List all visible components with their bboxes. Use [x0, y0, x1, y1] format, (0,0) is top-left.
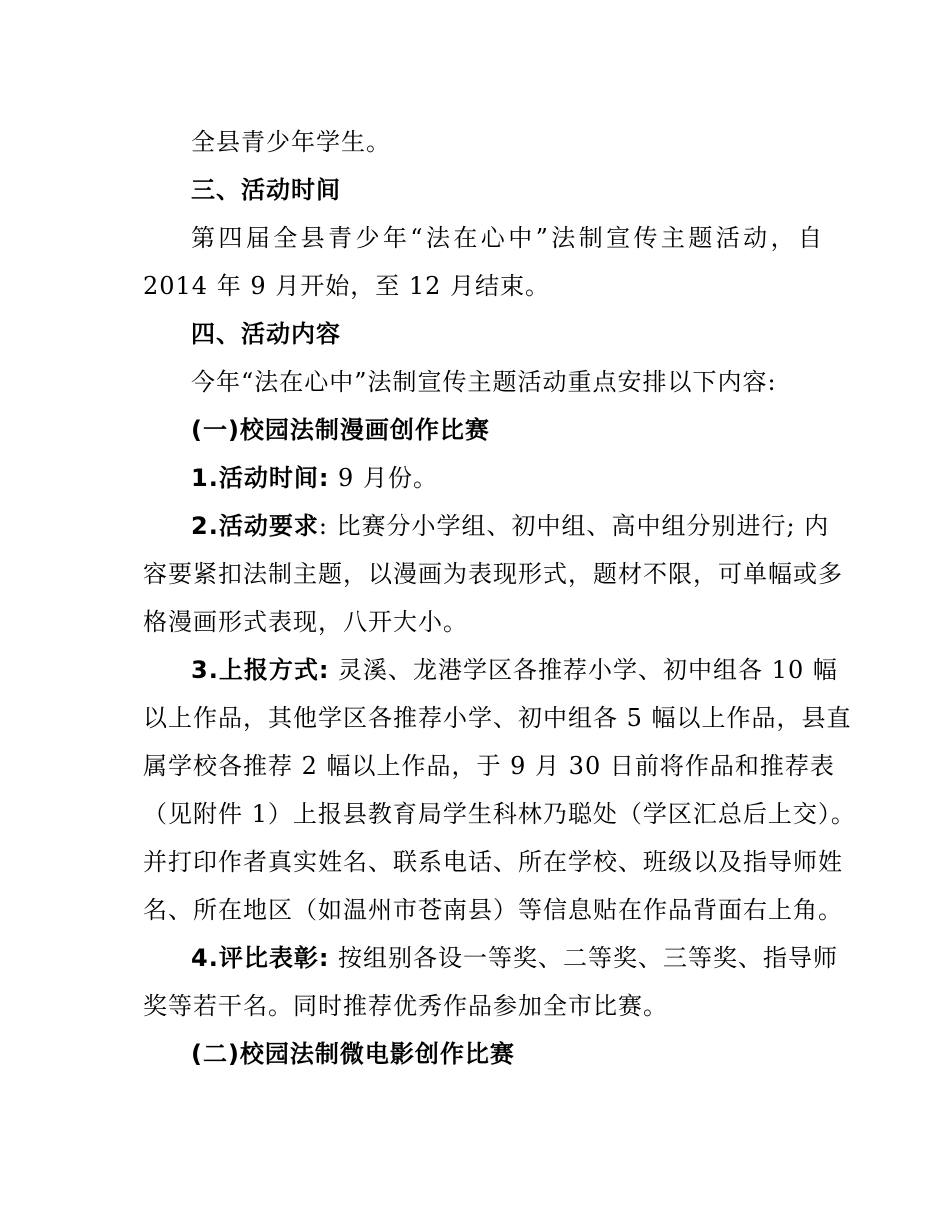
subsection-heading-1: (一)校园法制漫画创作比赛	[191, 416, 490, 444]
item-1-text: 9 月份。	[329, 464, 438, 492]
item-4-label: 4.评比表彰:	[191, 944, 330, 972]
subsection-heading-2: (二)校园法制微电影创作比赛	[191, 1040, 515, 1068]
text-line: 属学校各推荐 2 幅以上作品，于 9 月 30 日前将作品和推荐表	[143, 752, 835, 780]
text-line: 并打印作者真实姓名、联系电话、所在学校、班级以及指导师姓	[143, 848, 843, 876]
item-2-label: 2.活动要求	[191, 512, 319, 540]
item-3	[191, 653, 838, 687]
text-line: 以上作品，其他学区各推荐小学、初中组各 5 幅以上作品，县直	[143, 704, 852, 732]
item-1-label: 1.活动时间:	[191, 464, 330, 492]
item-2	[191, 509, 830, 543]
section-heading-4: 四、活动内容	[191, 320, 341, 348]
item-4	[191, 941, 839, 975]
text-line: 第四届全县青少年“法在心中”法制宣传主题活动，自	[191, 224, 823, 252]
item-4-text: 按组别各设一等奖、二等奖、三等奖、指导师	[329, 944, 839, 972]
text-line: 容要紧扣法制主题，以漫画为表现形式，题材不限，可单幅或多	[143, 560, 843, 588]
text-line: 名、所在地区（如温州市苍南县）等信息贴在作品背面右上角。	[143, 896, 843, 924]
text-line: 2014 年 9 月开始，至 12 月结束。	[143, 272, 551, 300]
text-line: 格漫画形式表现，八开大小。	[143, 608, 468, 636]
item-3-label: 3.上报方式:	[191, 656, 330, 684]
section-heading-3: 三、活动时间	[191, 176, 341, 204]
text-line: （见附件 1）上报县教育局学生科林乃聪处（学区汇总后上交）。	[143, 800, 856, 828]
item-1	[191, 461, 823, 495]
item-3-text: 灵溪、龙港学区各推荐小学、初中组各 10 幅	[329, 656, 838, 684]
item-2-text: : 比赛分小学组、初中组、高中组分别进行; 内	[318, 512, 830, 540]
text-line: 全县青少年学生。	[191, 128, 391, 156]
text-line: 今年“法在心中”法制宣传主题活动重点安排以下内容:	[191, 368, 777, 396]
text-line: 奖等若干名。同时推荐优秀作品参加全市比赛。	[143, 992, 668, 1020]
